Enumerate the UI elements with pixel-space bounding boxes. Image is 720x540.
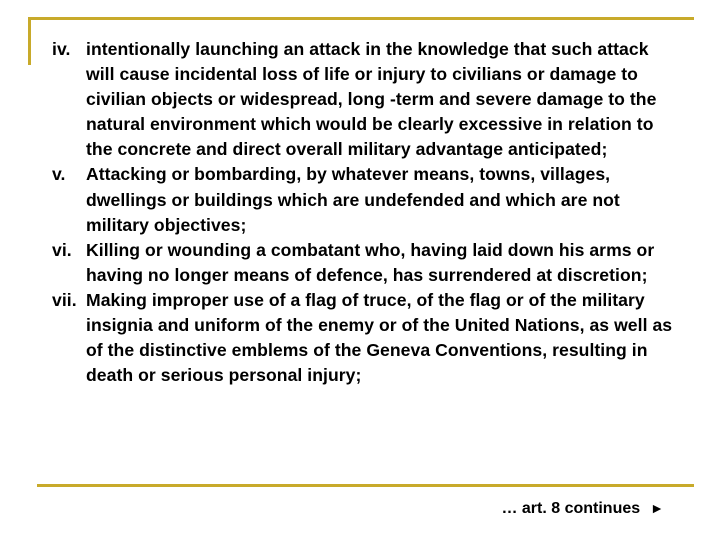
item-number: iv. [52,39,71,59]
frame-bottom-line [37,484,694,487]
continues-link[interactable] [501,500,664,518]
item-text: intentionally launching an attack in the knowledge that such attack will cause incidental loss of life or injury to civilians or damage to civilian objects or widespread, long -term and severe damage to the natural environment which would be clearly excessive in relation to the concrete and direct overall military advantage anticipated; [86,39,657,160]
continues-label: … art. 8 continues [501,500,641,517]
list-item [52,288,682,388]
item-text: Making improper use of a flag of truce, of the flag or of the military insignia and uniform of the enemy or of the United Nations, as well as of the distinctive emblems of the Geneva Conventions, resulting in death or serious personal injury; [86,289,673,386]
list-item [52,162,682,237]
item-number: vii. [52,289,77,310]
item-text: Killing or wounding a combatant who, having laid down his arms or having no longer means of defence, has surrendered at discretion; [86,239,655,285]
play-arrow-icon[interactable]: ► [650,500,664,516]
item-number: v. [52,164,66,185]
item-text: Attacking or bombarding, by whatever means, towns, villages, dwellings or buildings which are undefended and which are not military objectives; [86,164,620,235]
frame-left-line [28,17,31,65]
article-list [52,37,682,388]
list-item [52,238,682,288]
frame-top-line [28,17,694,20]
item-number: vi. [52,239,72,260]
list-item [52,37,682,162]
